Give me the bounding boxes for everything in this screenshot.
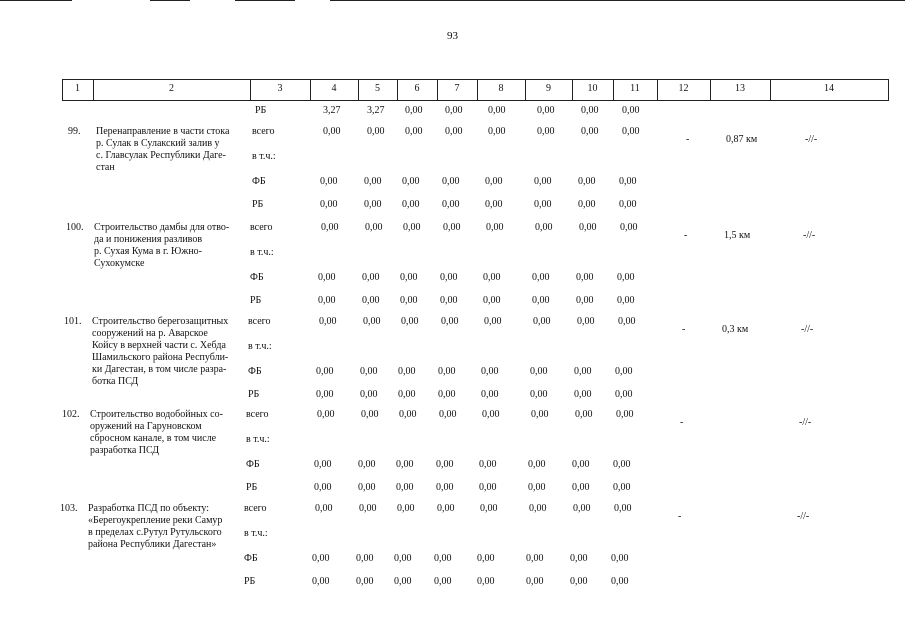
- column-12-value: -: [678, 511, 682, 522]
- total-value-cell: 0,00: [441, 316, 459, 327]
- rb-value-cell: 0,00: [615, 389, 633, 400]
- row-label: РБ: [255, 105, 267, 116]
- rb-value-cell: 0,00: [364, 199, 382, 210]
- rb-value-cell: 0,00: [570, 576, 588, 587]
- total-value-cell: 0,00: [315, 503, 333, 514]
- fb-value-cell: 0,00: [572, 459, 590, 470]
- page-number: 93: [447, 30, 458, 42]
- rb-value-cell: 0,00: [479, 482, 497, 493]
- value-cell: 0,00: [622, 105, 640, 116]
- header-column-number: 12: [678, 83, 689, 94]
- item-name-line: Койсу в верхней части с. Хебда: [92, 340, 226, 351]
- fb-value-cell: 0,00: [442, 176, 460, 187]
- incl-label: в т.ч.:: [252, 151, 276, 162]
- rb-value-cell: 0,00: [360, 389, 378, 400]
- header-column-number: 1: [75, 83, 80, 94]
- fb-value-cell: 0,00: [394, 553, 412, 564]
- rb-value-cell: 0,00: [434, 576, 452, 587]
- column-13-value: 1,5 км: [724, 230, 751, 241]
- item-name-line: района Республики Дагестан»: [88, 539, 217, 550]
- rb-value-cell: 0,00: [530, 389, 548, 400]
- total-value-cell: 0,00: [367, 126, 385, 137]
- total-value-cell: 0,00: [531, 409, 549, 420]
- rb-value-cell: 0,00: [318, 295, 336, 306]
- column-12-value: -: [680, 417, 684, 428]
- item-name-line: Сухокумске: [94, 258, 145, 269]
- rb-value-cell: 0,00: [312, 576, 330, 587]
- rb-value-cell: 0,00: [320, 199, 338, 210]
- column-12-value: -: [682, 324, 686, 335]
- fb-value-cell: 0,00: [362, 272, 380, 283]
- value-cell: 0,00: [405, 105, 423, 116]
- value-cell: 0,00: [581, 105, 599, 116]
- fb-value-cell: 0,00: [356, 553, 374, 564]
- rb-label: РБ: [246, 482, 258, 493]
- rb-value-cell: 0,00: [611, 576, 629, 587]
- total-value-cell: 0,00: [484, 316, 502, 327]
- column-12-value: -: [684, 230, 688, 241]
- fb-value-cell: 0,00: [532, 272, 550, 283]
- rb-value-cell: 0,00: [394, 576, 412, 587]
- rb-value-cell: 0,00: [572, 482, 590, 493]
- incl-label: в т.ч.:: [250, 247, 274, 258]
- item-name-line: р. Сулак в Сулакский залив у: [96, 138, 220, 149]
- total-value-cell: 0,00: [365, 222, 383, 233]
- total-label: всего: [244, 503, 267, 514]
- total-value-cell: 0,00: [614, 503, 632, 514]
- header-column-number: 5: [375, 83, 380, 94]
- fb-value-cell: 0,00: [402, 176, 420, 187]
- item-name-line: сбросном канале, в том числе: [90, 433, 217, 444]
- total-value-cell: 0,00: [533, 316, 551, 327]
- total-value-cell: 0,00: [399, 409, 417, 420]
- item-name-line: с. Главсулак Республики Даге-: [96, 150, 226, 161]
- column-14-value: -//-: [805, 134, 818, 145]
- fb-label: ФБ: [248, 366, 262, 377]
- total-value-cell: 0,00: [321, 222, 339, 233]
- rb-label: РБ: [244, 576, 256, 587]
- fb-value-cell: 0,00: [438, 366, 456, 377]
- rb-value-cell: 0,00: [436, 482, 454, 493]
- item-number: 102.: [62, 409, 80, 420]
- total-label: всего: [252, 126, 275, 137]
- scan-edge-line: [0, 0, 72, 1]
- total-value-cell: 0,00: [403, 222, 421, 233]
- header-column-number: 6: [414, 83, 420, 94]
- rb-value-cell: 0,00: [316, 389, 334, 400]
- item-name-line: сооружений на р. Аварское: [92, 328, 208, 339]
- rb-value-cell: 0,00: [485, 199, 503, 210]
- total-value-cell: 0,00: [443, 222, 461, 233]
- rb-value-cell: 0,00: [574, 389, 592, 400]
- header-column-number: 7: [454, 83, 460, 94]
- total-label: всего: [250, 222, 273, 233]
- fb-value-cell: 0,00: [440, 272, 458, 283]
- rb-label: РБ: [252, 199, 264, 210]
- total-value-cell: 0,00: [529, 503, 547, 514]
- total-value-cell: 0,00: [573, 503, 591, 514]
- fb-value-cell: 0,00: [483, 272, 501, 283]
- fb-value-cell: 0,00: [436, 459, 454, 470]
- total-value-cell: 0,00: [482, 409, 500, 420]
- fb-value-cell: 0,00: [576, 272, 594, 283]
- total-label: всего: [248, 316, 271, 327]
- item-name-line: Разработка ПСД по объекту:: [88, 503, 209, 514]
- rb-value-cell: 0,00: [576, 295, 594, 306]
- total-value-cell: 0,00: [480, 503, 498, 514]
- total-value-cell: 0,00: [437, 503, 455, 514]
- item-name-line: ки Дагестан, в том числе разра-: [92, 364, 227, 375]
- value-cell: 0,00: [445, 105, 463, 116]
- fb-value-cell: 0,00: [479, 459, 497, 470]
- header-column-number: 8: [498, 83, 504, 94]
- fb-value-cell: 0,00: [398, 366, 416, 377]
- rb-value-cell: 0,00: [483, 295, 501, 306]
- column-13-value: 0,87 км: [726, 134, 758, 145]
- value-cell: 3,27: [323, 105, 341, 116]
- fb-value-cell: 0,00: [364, 176, 382, 187]
- rb-value-cell: 0,00: [613, 482, 631, 493]
- rb-value-cell: 0,00: [481, 389, 499, 400]
- rb-value-cell: 0,00: [402, 199, 420, 210]
- total-value-cell: 0,00: [537, 126, 555, 137]
- item-name-line: Строительство дамбы для отво-: [94, 222, 230, 233]
- scan-edge-line: [150, 0, 190, 1]
- incl-label: в т.ч.:: [244, 528, 268, 539]
- fb-value-cell: 0,00: [617, 272, 635, 283]
- fb-value-cell: 0,00: [526, 553, 544, 564]
- total-value-cell: 0,00: [581, 126, 599, 137]
- total-value-cell: 0,00: [359, 503, 377, 514]
- fb-value-cell: 0,00: [320, 176, 338, 187]
- total-value-cell: 0,00: [622, 126, 640, 137]
- item-name-line: ботка ПСД: [92, 376, 139, 387]
- total-value-cell: 0,00: [361, 409, 379, 420]
- rb-value-cell: 0,00: [578, 199, 596, 210]
- total-value-cell: 0,00: [577, 316, 595, 327]
- item-name-line: в пределах с.Рутул Рутульского: [88, 527, 222, 538]
- column-2-divider: [93, 79, 94, 101]
- value-cell: 3,27: [367, 105, 385, 116]
- item-number: 99.: [68, 126, 81, 137]
- rb-value-cell: 0,00: [400, 295, 418, 306]
- rb-value-cell: 0,00: [617, 295, 635, 306]
- total-value-cell: 0,00: [579, 222, 597, 233]
- value-cell: 0,00: [488, 105, 506, 116]
- rb-value-cell: 0,00: [358, 482, 376, 493]
- item-name-line: Строительство водобойных со-: [90, 409, 223, 420]
- rb-value-cell: 0,00: [440, 295, 458, 306]
- item-number: 100.: [66, 222, 84, 233]
- rb-value-cell: 0,00: [314, 482, 332, 493]
- header-column-number: 13: [735, 83, 745, 94]
- rb-value-cell: 0,00: [438, 389, 456, 400]
- total-value-cell: 0,00: [397, 503, 415, 514]
- fb-label: ФБ: [250, 272, 264, 283]
- rb-value-cell: 0,00: [477, 576, 495, 587]
- total-value-cell: 0,00: [620, 222, 638, 233]
- rb-label: РБ: [250, 295, 262, 306]
- rb-value-cell: 0,00: [442, 199, 460, 210]
- rb-value-cell: 0,00: [619, 199, 637, 210]
- total-value-cell: 0,00: [618, 316, 636, 327]
- column-14-value: -//-: [801, 324, 814, 335]
- header-column-number: 10: [587, 83, 598, 94]
- column-13-value: 0,3 км: [722, 324, 749, 335]
- total-value-cell: 0,00: [486, 222, 504, 233]
- fb-value-cell: 0,00: [360, 366, 378, 377]
- header-column-number: 3: [277, 83, 283, 94]
- total-value-cell: 0,00: [323, 126, 341, 137]
- total-value-cell: 0,00: [488, 126, 506, 137]
- rb-value-cell: 0,00: [534, 199, 552, 210]
- fb-value-cell: 0,00: [434, 553, 452, 564]
- header-column-number: 2: [169, 83, 174, 94]
- column-14-value: -//-: [797, 511, 810, 522]
- total-value-cell: 0,00: [405, 126, 423, 137]
- header-column-number: 14: [824, 83, 834, 94]
- fb-value-cell: 0,00: [570, 553, 588, 564]
- fb-value-cell: 0,00: [534, 176, 552, 187]
- fb-value-cell: 0,00: [481, 366, 499, 377]
- total-value-cell: 0,00: [616, 409, 634, 420]
- fb-label: ФБ: [252, 176, 266, 187]
- item-name-line: оружений на Гаруновском: [90, 421, 202, 432]
- item-name-line: Шамильского района Республи-: [92, 352, 229, 363]
- fb-value-cell: 0,00: [528, 459, 546, 470]
- total-value-cell: 0,00: [575, 409, 593, 420]
- fb-value-cell: 0,00: [611, 553, 629, 564]
- item-name-line: «Берегоукрепление реки Самур: [88, 515, 223, 526]
- rb-value-cell: 0,00: [356, 576, 374, 587]
- total-value-cell: 0,00: [317, 409, 335, 420]
- item-number: 103.: [60, 503, 78, 514]
- fb-label: ФБ: [244, 553, 258, 564]
- rb-value-cell: 0,00: [526, 576, 544, 587]
- scan-edge-line: [330, 0, 905, 1]
- rb-value-cell: 0,00: [362, 295, 380, 306]
- fb-value-cell: 0,00: [485, 176, 503, 187]
- fb-value-cell: 0,00: [619, 176, 637, 187]
- total-label: всего: [246, 409, 269, 420]
- fb-label: ФБ: [246, 459, 260, 470]
- total-value-cell: 0,00: [319, 316, 337, 327]
- scan-edge-line: [235, 0, 295, 1]
- rb-value-cell: 0,00: [528, 482, 546, 493]
- fb-value-cell: 0,00: [615, 366, 633, 377]
- fb-value-cell: 0,00: [314, 459, 332, 470]
- header-column-number: 11: [630, 83, 640, 94]
- fb-value-cell: 0,00: [318, 272, 336, 283]
- header-column-number: 4: [331, 83, 337, 94]
- header-column-number: 9: [546, 83, 551, 94]
- fb-value-cell: 0,00: [530, 366, 548, 377]
- fb-value-cell: 0,00: [358, 459, 376, 470]
- incl-label: в т.ч.:: [246, 434, 270, 445]
- fb-value-cell: 0,00: [312, 553, 330, 564]
- column-12-value: -: [686, 134, 690, 145]
- fb-value-cell: 0,00: [578, 176, 596, 187]
- fb-value-cell: 0,00: [316, 366, 334, 377]
- total-value-cell: 0,00: [401, 316, 419, 327]
- column-14-value: -//-: [799, 417, 812, 428]
- fb-value-cell: 0,00: [396, 459, 414, 470]
- rb-value-cell: 0,00: [532, 295, 550, 306]
- fb-value-cell: 0,00: [477, 553, 495, 564]
- header-column-divider: [888, 79, 889, 101]
- fb-value-cell: 0,00: [574, 366, 592, 377]
- total-value-cell: 0,00: [439, 409, 457, 420]
- fb-value-cell: 0,00: [613, 459, 631, 470]
- rb-label: РБ: [248, 389, 260, 400]
- total-value-cell: 0,00: [535, 222, 553, 233]
- column-14-value: -//-: [803, 230, 816, 241]
- item-name-line: стан: [96, 162, 115, 173]
- value-cell: 0,00: [537, 105, 555, 116]
- item-name-line: Строительство берегозащитных: [92, 316, 229, 327]
- header-bottom-border: [62, 100, 888, 101]
- total-value-cell: 0,00: [363, 316, 381, 327]
- item-name-line: р. Сухая Кума в г. Южно-: [94, 246, 202, 257]
- item-name-line: разработка ПСД: [90, 445, 160, 456]
- fb-value-cell: 0,00: [400, 272, 418, 283]
- incl-label: в т.ч.:: [248, 341, 272, 352]
- total-value-cell: 0,00: [445, 126, 463, 137]
- item-name-line: Перенаправление в части стока: [96, 126, 230, 137]
- rb-value-cell: 0,00: [396, 482, 414, 493]
- rb-value-cell: 0,00: [398, 389, 416, 400]
- item-name-line: да и понижения разливов: [94, 234, 203, 245]
- item-number: 101.: [64, 316, 82, 327]
